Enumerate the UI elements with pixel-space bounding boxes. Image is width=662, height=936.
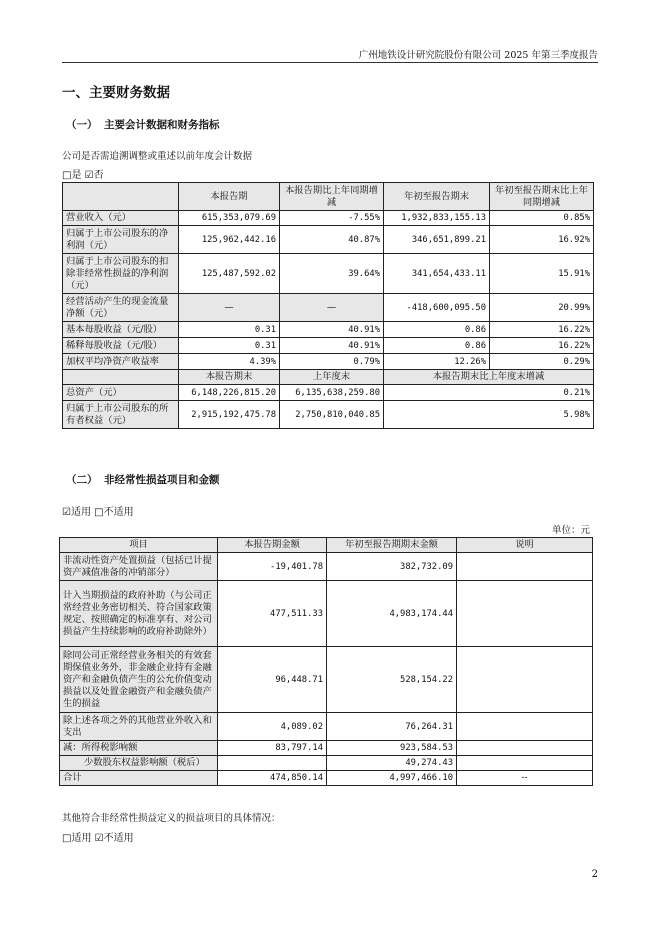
cell-value: 6,135,638,259.80	[280, 385, 384, 401]
header-divider	[62, 62, 598, 63]
cell-value: 0.86	[384, 322, 490, 338]
cell-value	[218, 756, 327, 771]
row-label: 除上述各项之外的其他营业外收入和支出	[60, 713, 218, 741]
row-label: 稀释每股收益（元/股）	[63, 338, 179, 354]
table-row	[63, 401, 594, 429]
subsection-title-2	[66, 472, 220, 487]
unit-label: 单位：元	[551, 525, 590, 536]
cell-value: 346,651,899.21	[384, 226, 490, 254]
header-cell: 项目	[60, 538, 218, 553]
cell-value: 4,997,466.10	[327, 771, 457, 786]
cell-value: 0.31	[179, 338, 280, 354]
cell-value: 4.39%	[179, 354, 280, 370]
table-row	[63, 385, 594, 401]
cell-value: 0.85%	[490, 211, 594, 226]
table-row	[60, 756, 593, 771]
section-title: 一、主要财务数据	[62, 85, 170, 101]
cell-value: 0.79%	[280, 354, 384, 370]
table-row	[60, 741, 593, 756]
header-cell	[63, 183, 179, 211]
row-label: 营业收入（元）	[63, 211, 179, 226]
table-header-row	[60, 538, 593, 553]
cell-value: 125,962,442.16	[179, 226, 280, 254]
other-items-note: 其他符合非经常性损益定义的损益项目的具体情况：	[62, 813, 281, 824]
cell-note	[457, 553, 593, 581]
row-label: 减：所得税影响额	[60, 741, 218, 756]
cell-value: 5.98%	[384, 401, 594, 429]
cell-value: 0.29%	[490, 354, 594, 370]
cell-value: 15.91%	[490, 254, 594, 294]
restate-yes-checkbox[interactable]: □是	[62, 170, 82, 181]
cell-value: 4,983,174.44	[327, 581, 457, 647]
cell-value: 16.22%	[490, 322, 594, 338]
row-label: 非流动性资产处置损益（包括已计提资产减值准备的冲销部分）	[60, 553, 218, 581]
cell-note	[457, 713, 593, 741]
row-label: 基本每股收益（元/股）	[63, 322, 179, 338]
header-cell: 本报告期	[179, 183, 280, 211]
cell-value: 76,264.31	[327, 713, 457, 741]
other-options	[62, 829, 134, 844]
cell-value: 0.86	[384, 338, 490, 354]
cell-value: 0.21%	[384, 385, 594, 401]
cell-value: 528,154.22	[327, 647, 457, 713]
table-header-row	[63, 183, 594, 211]
table-row	[63, 354, 594, 370]
cell-value: —	[280, 294, 384, 322]
header-cell: 上年度末	[280, 370, 384, 385]
cell-value: 40.91%	[280, 322, 384, 338]
cell-value: 923,584.53	[327, 741, 457, 756]
row-label: 合计	[60, 771, 218, 786]
cell-value: 20.99%	[490, 294, 594, 322]
header-cell-empty	[63, 370, 179, 385]
row-label: 除同公司正常经营业务相关的有效套期保值业务外，非金融企业持有金融资产和金融负债产生的公允价值变动损益以及处置金融资产和金融负债产生的损益	[60, 647, 218, 713]
row-label: 加权平均净资产收益率	[63, 354, 179, 370]
cell-value: 16.22%	[490, 338, 594, 354]
subsection-title-1	[66, 117, 220, 132]
apply-options	[62, 503, 134, 518]
page-header: 广州地铁设计研究院股份有限公司 2025 年第三季度报告	[358, 50, 598, 61]
row-label: 计入当期损益的政府补助（与公司正常经营业务密切相关、符合国家政策规定、按照确定的标准享有、对公司损益产生持续影响的政府补助除外）	[60, 581, 218, 647]
header-cell: 年初至报告期末	[384, 183, 490, 211]
table-row	[60, 771, 593, 786]
header-cell: 本报告期末比上年度末增减	[384, 370, 594, 385]
cell-value: 382,732.09	[327, 553, 457, 581]
non-recurring-table	[59, 537, 593, 786]
apply-no-checkbox[interactable]: □不适用	[94, 507, 134, 518]
header-cell: 年初至报告期末比上年同期增减	[490, 183, 594, 211]
cell-value: 12.26%	[384, 354, 490, 370]
table-row	[60, 647, 593, 713]
row-label: 少数股东权益影响额（税后）	[60, 756, 218, 771]
row-label: 经营活动产生的现金流量净额（元）	[63, 294, 179, 322]
cell-value: -7.55%	[280, 211, 384, 226]
cell-value: 474,850.14	[218, 771, 327, 786]
header-cell: 本报告期金额	[218, 538, 327, 553]
other-no-checkbox[interactable]: ☑不适用	[94, 833, 134, 844]
cell-value: 615,353,079.69	[179, 211, 280, 226]
restate-no-checkbox[interactable]: ☑否	[84, 170, 104, 181]
subsection-prefix: （一）	[66, 119, 98, 131]
other-yes-checkbox[interactable]: □适用	[62, 833, 92, 844]
table-row	[63, 211, 594, 226]
cell-value: 2,915,192,475.78	[179, 401, 280, 429]
subsection-label: 主要会计数据和财务指标	[104, 119, 220, 131]
cell-value: -418,600,095.50	[384, 294, 490, 322]
subsection-prefix: （二）	[66, 474, 98, 486]
cell-value: 1,932,833,155.13	[384, 211, 490, 226]
restate-question: 公司是否需追溯调整或重述以前年度会计数据	[62, 151, 253, 162]
row-label: 归属于上市公司股东的所有者权益（元）	[63, 401, 179, 429]
cell-value: 0.31	[179, 322, 280, 338]
apply-yes-checkbox[interactable]: ☑适用	[62, 507, 91, 518]
header-cell: 说明	[457, 538, 593, 553]
cell-value: 39.64%	[280, 254, 384, 294]
cell-value: 341,654,433.11	[384, 254, 490, 294]
table-row	[63, 294, 594, 322]
header-cell: 年初至报告期期末金额	[327, 538, 457, 553]
table-row	[60, 553, 593, 581]
cell-value: 83,797.14	[218, 741, 327, 756]
cell-value: 477,511.33	[218, 581, 327, 647]
cell-value: 49,274.43	[327, 756, 457, 771]
table-row	[63, 322, 594, 338]
table-header-row	[63, 370, 594, 385]
header-cell: 本报告期末	[179, 370, 280, 385]
cell-note	[457, 581, 593, 647]
key-financial-table	[62, 182, 594, 429]
table-row	[60, 713, 593, 741]
cell-note	[457, 647, 593, 713]
page-number: 2	[591, 869, 598, 880]
header-cell: 本报告期比上年同期增减	[280, 183, 384, 211]
cell-value: 40.91%	[280, 338, 384, 354]
table-row	[60, 581, 593, 647]
cell-value: 2,750,810,040.85	[280, 401, 384, 429]
table-row	[63, 254, 594, 294]
row-label: 总资产（元）	[63, 385, 179, 401]
cell-value: 4,089.02	[218, 713, 327, 741]
cell-value: 125,487,592.02	[179, 254, 280, 294]
table-row	[63, 338, 594, 354]
cell-note	[457, 756, 593, 771]
cell-value: —	[179, 294, 280, 322]
subsection-label: 非经常性损益项目和金额	[104, 474, 220, 486]
cell-value: 96,448.71	[218, 647, 327, 713]
cell-note	[457, 741, 593, 756]
restate-options	[62, 166, 104, 181]
cell-value: 6,148,226,815.20	[179, 385, 280, 401]
cell-value: 40.87%	[280, 226, 384, 254]
cell-value: 16.92%	[490, 226, 594, 254]
table-row	[63, 226, 594, 254]
cell-value: -19,401.78	[218, 553, 327, 581]
row-label: 归属于上市公司股东的净利润（元）	[63, 226, 179, 254]
row-label: 归属于上市公司股东的扣除非经常性损益的净利润（元）	[63, 254, 179, 294]
cell-note: --	[457, 771, 593, 786]
